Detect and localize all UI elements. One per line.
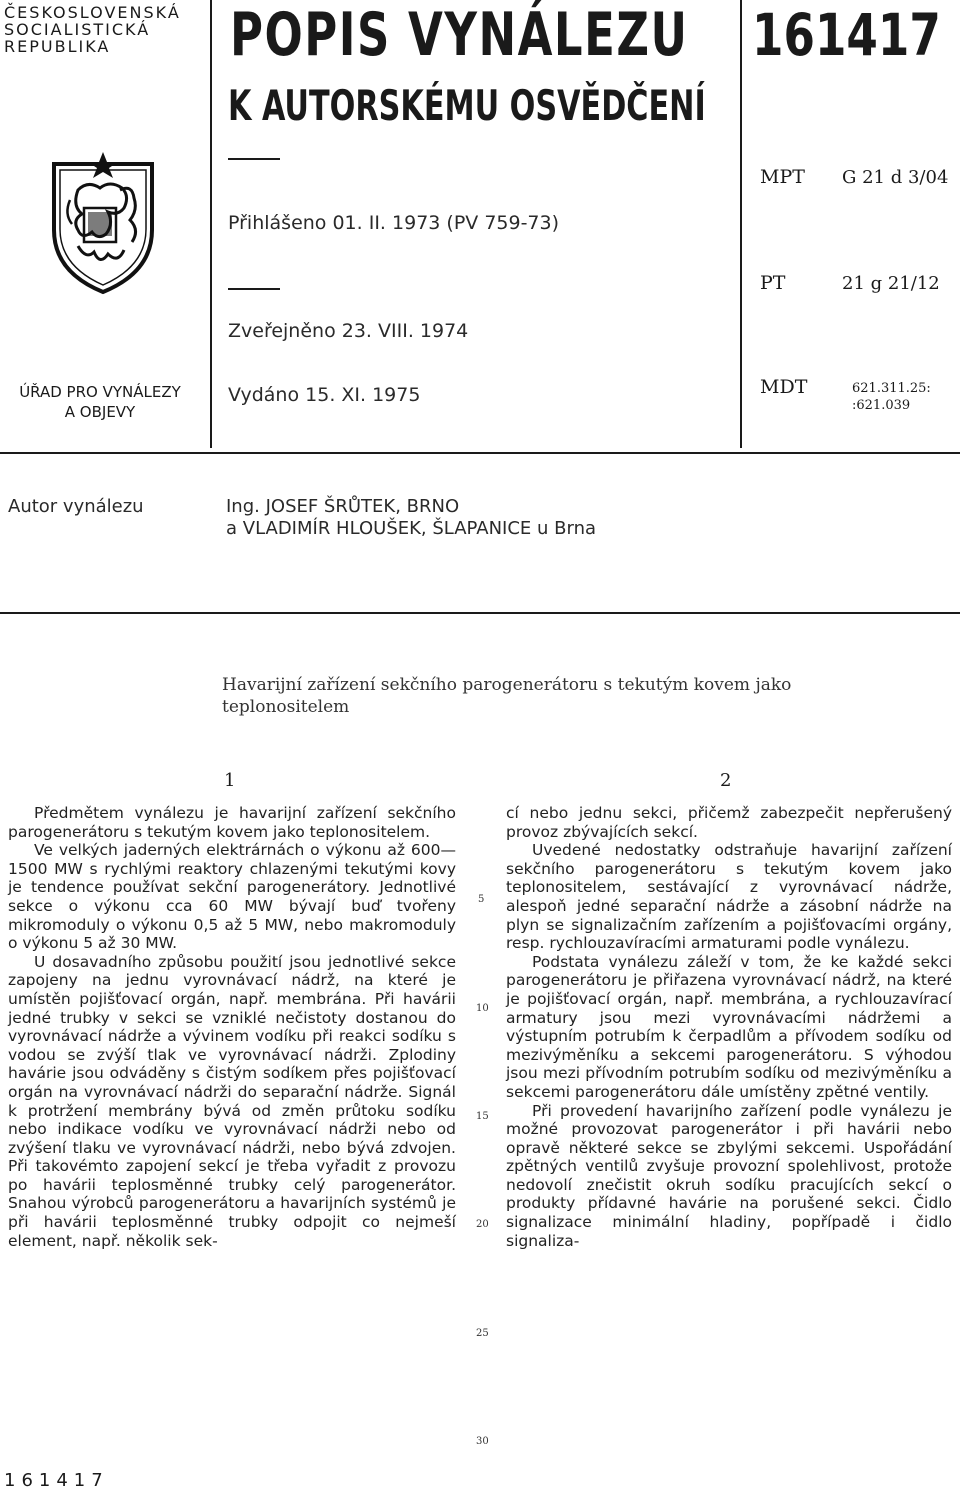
- coat-of-arms-emblem: [48, 150, 158, 295]
- right-divider: [740, 0, 742, 448]
- dash-separator-2: [228, 288, 280, 290]
- dash-separator-1: [228, 158, 280, 160]
- right-column-number: 2: [720, 770, 732, 791]
- mpt-value: G 21 d 3/04: [842, 167, 949, 188]
- left-column-number: 1: [224, 770, 236, 791]
- author-line-2: a VLADIMÍR HLOUŠEK, ŠLAPANICE u Brna: [226, 518, 597, 539]
- author-rule: [0, 612, 960, 614]
- pt-label: PT: [760, 272, 786, 294]
- line-number-10: 10: [476, 1003, 489, 1014]
- left-paragraph-2: Ve velkých jaderných elektrárnách o výkonu až 600—1500 MW s rychlými reaktory chlazenými tekutými kovy je tendence používat sekční parogenerátory. Jednotlivé sekce o výkonu cca 60 MW bývají buď tvořeny mikromoduly o výkonu 0,5 až 5 MW, nebo makromoduly o výkonu 5 až 30 MW.: [8, 841, 456, 953]
- line-number-20: 20: [476, 1219, 489, 1230]
- left-paragraph-1: Předmětem vynálezu je havarijní zařízení sekčního parogenerátoru s tekutým kovem jako teplonositelem.: [8, 804, 456, 841]
- state-line-2: SOCIALISTICKÁ: [4, 20, 151, 39]
- right-paragraph-1: cí nebo jednu sekci, přičemž zabezpečit nepřerušený provoz zbývajících sekcí.: [506, 804, 952, 841]
- document-subtitle: K AUTORSKÉMU OSVĚDČENÍ: [228, 81, 706, 130]
- left-column-text: [8, 804, 456, 1250]
- patent-office: [0, 382, 200, 422]
- line-number-30: 30: [476, 1436, 489, 1447]
- right-paragraph-4: Při provedení havarijního zařízení podle vynálezu je možné provozovat parogenerátor i při havárii nebo opravě některé sekce se zbylými sekcemi. Uspořádání zpětných ventilů zvyšuje provozní spolehlivost, protože nedovolí znečistit okruh sodíku pracujících sekcí o produkty přídavné havárie na porušené sekci. Čidlo signalizace minimální hladiny, popřípadě i čidlo signaliza-: [506, 1101, 952, 1250]
- published-date: Zveřejněno 23. VIII. 1974: [228, 320, 469, 342]
- issued-date: Vydáno 15. XI. 1975: [228, 384, 421, 406]
- right-paragraph-3: Podstata vynálezu záleží v tom, že ke každé sekci parogenerátoru je přiřazena vyrovnávací nádrž, na které je pojišťovací orgán, např. membrána, a rychlouzavírací armatury jsou mezi vyrovnávacími nádržemi a výstupním potrubím k čerpadlům a přívodem sodíku od mezivýměníku a sekcemi parogenerátoru. S výhodou jsou mezi přívodním potrubím sodíku od mezivýměníku a sekcemi parogenerátoru dále umístěny zpětné ventily.: [506, 952, 952, 1101]
- author-names: [226, 496, 596, 540]
- left-divider: [210, 0, 212, 448]
- office-line-1: ÚŘAD PRO VYNÁLEZY: [19, 383, 181, 401]
- left-paragraph-3: U dosavadního způsobu použití jsou jednotlivé sekce zapojeny na jednu vyrovnávací nádrž, na které je umístěn pojišťovací orgán, např. membrána. Při havárii jedné trubky v sekci se vzniklé nečistoty dostanou do vyrovnávací nádrže a vývinem vodíku při reakci sodíku s vodou se zvýší tlak ve vyrovnávací nádrži. Zplodiny havárie jsou odváděny s čistým sodíkem přes pojišťovací orgán na vyrovnávací nádrži do separační nádrže. Signál k protržení membrány bývá od změn průtoku sodíku nebo indikace vodíku ve vyrovnávací nádrži nebo od zvýšení tlaku ve vyrovnávací nádrži, nebo bývá zdvojen. Při takovémto zapojení sekcí je třeba vyřadit z provozu po havárii teplosměnné trubky celý parogenerátor. Snahou výrobců parogenerátoru a havarijních systémů je při havárii teplosměnné trubky odpojit co nejmeší element, např. několik sek-: [8, 952, 456, 1250]
- mdt-label: MDT: [760, 376, 808, 398]
- document-title: POPIS VYNÁLEZU: [230, 0, 689, 70]
- document-number: 161417: [752, 1, 941, 69]
- mpt-label: MPT: [760, 166, 805, 188]
- filed-date: Přihlášeno 01. II. 1973 (PV 759-73): [228, 212, 560, 234]
- author-label: Autor vynálezu: [8, 496, 144, 517]
- line-number-25: 25: [476, 1328, 489, 1339]
- line-number-5: 5: [478, 894, 485, 905]
- line-number-15: 15: [476, 1111, 489, 1122]
- mdt-value-line-2: :621.039: [852, 398, 911, 413]
- invention-title: Havarijní zařízení sekčního parogenerátoru s tekutým kovem jako teplonositelem: [222, 675, 792, 717]
- office-line-2: A OBJEVY: [64, 403, 136, 421]
- mdt-value-line-1: 621.311.25:: [852, 381, 931, 396]
- header-rule: [0, 452, 960, 454]
- footer-document-number: 161417: [4, 1470, 109, 1491]
- state-name: [4, 4, 181, 55]
- pt-value: 21 g 21/12: [842, 273, 940, 294]
- right-paragraph-2: Uvedené nedostatky odstraňuje havarijní zařízení sekčního parogenerátoru s tekutým kovem jako teplonositelem, sestávající z vyrovnávací nádrže, alespoň jedné separační nádrže a zásobní nádrže na plyn se signalizačním zařízením a pojišťovacími orgány, resp. rychlouzavíracími armaturami podle vynálezu.: [506, 841, 952, 953]
- right-column-text: [506, 804, 952, 1250]
- state-line-1: ČESKOSLOVENSKÁ: [4, 3, 181, 22]
- author-line-1: Ing. JOSEF ŠRŮTEK, BRNO: [226, 496, 460, 517]
- state-line-3: REPUBLIKA: [4, 37, 111, 56]
